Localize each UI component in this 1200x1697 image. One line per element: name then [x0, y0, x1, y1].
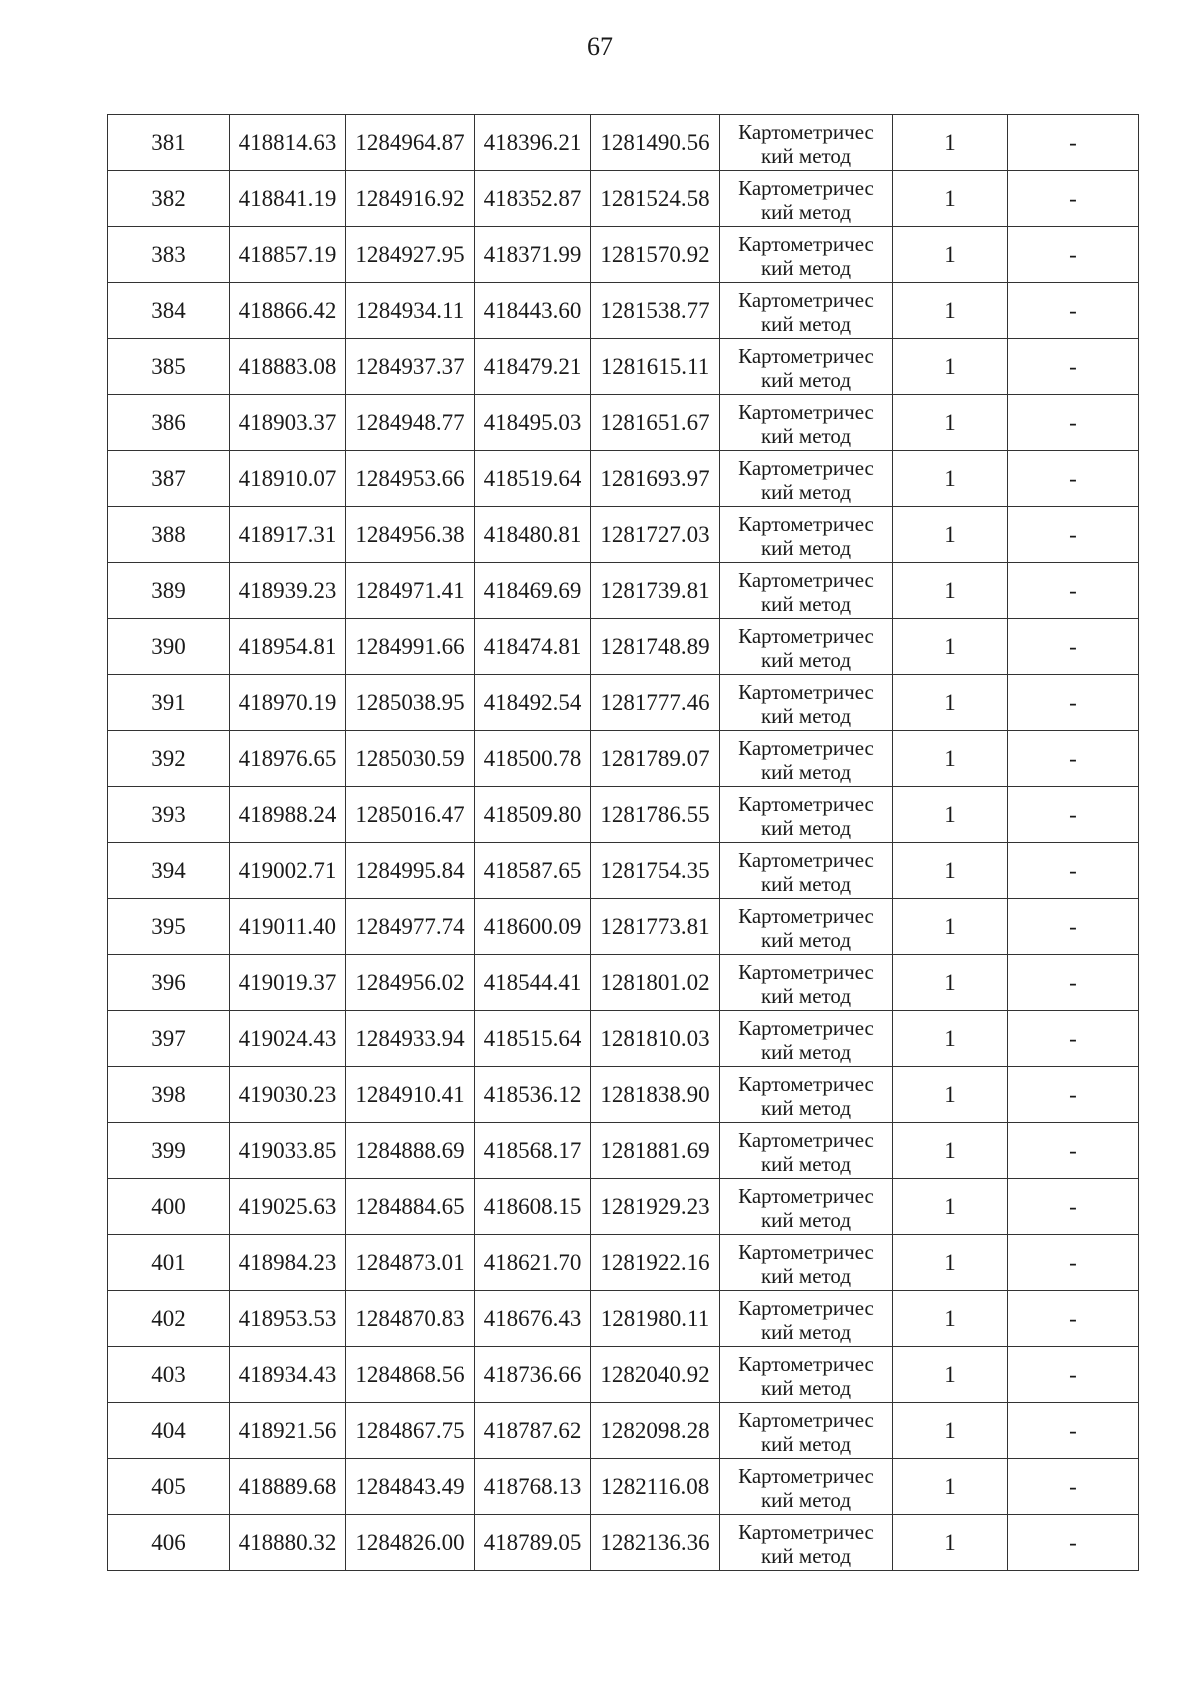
table-row: [108, 171, 1139, 227]
method-line-2: кий метод: [760, 1431, 852, 1456]
note-cell: -: [1008, 227, 1139, 283]
accuracy-cell: 1: [893, 843, 1008, 899]
method-line-1: Картометричес: [738, 119, 874, 144]
page-number: 67: [587, 32, 613, 61]
method-line-1: Картометричес: [738, 511, 874, 536]
note-cell: -: [1008, 283, 1139, 339]
y2-cell: 1281838.90: [591, 1067, 720, 1123]
method-cell: [720, 115, 893, 171]
y2-cell: 1281693.97: [591, 451, 720, 507]
method-line-2: кий метод: [760, 1375, 852, 1400]
method-cell: [720, 787, 893, 843]
method-line-1: Картометричес: [738, 567, 874, 592]
method-line-2: кий метод: [760, 703, 852, 728]
x2-cell: 418515.64: [475, 1011, 591, 1067]
method-line-1: Картометричес: [738, 1351, 874, 1376]
point-number-cell: 395: [108, 899, 230, 955]
method-cell: [720, 563, 893, 619]
point-number-cell: 386: [108, 395, 230, 451]
y2-cell: 1281980.11: [591, 1291, 720, 1347]
accuracy-cell: 1: [893, 451, 1008, 507]
x2-cell: 418621.70: [475, 1235, 591, 1291]
table-body: [108, 115, 1139, 1571]
y1-cell: 1284991.66: [346, 619, 475, 675]
y2-cell: 1281789.07: [591, 731, 720, 787]
y2-cell: 1281538.77: [591, 283, 720, 339]
y1-cell: 1284934.11: [346, 283, 475, 339]
method-line-1: Картометричес: [738, 1295, 874, 1320]
point-number-cell: 403: [108, 1347, 230, 1403]
method-line-1: Картометричес: [738, 1519, 874, 1544]
point-number-cell: 382: [108, 171, 230, 227]
table-row: [108, 955, 1139, 1011]
note-cell: -: [1008, 395, 1139, 451]
table-row: [108, 115, 1139, 171]
note-cell: -: [1008, 1179, 1139, 1235]
accuracy-cell: 1: [893, 115, 1008, 171]
accuracy-cell: 1: [893, 1515, 1008, 1571]
method-cell: [720, 619, 893, 675]
method-line-2: кий метод: [760, 759, 852, 784]
accuracy-cell: 1: [893, 1347, 1008, 1403]
x2-cell: 418787.62: [475, 1403, 591, 1459]
x2-cell: 418509.80: [475, 787, 591, 843]
y2-cell: 1281786.55: [591, 787, 720, 843]
x1-cell: 418917.31: [230, 507, 346, 563]
x2-cell: 418519.64: [475, 451, 591, 507]
y1-cell: 1284870.83: [346, 1291, 475, 1347]
x2-cell: 418736.66: [475, 1347, 591, 1403]
method-line-2: кий метод: [760, 1263, 852, 1288]
method-line-2: кий метод: [760, 983, 852, 1008]
method-cell: [720, 1347, 893, 1403]
x1-cell: 418988.24: [230, 787, 346, 843]
note-cell: -: [1008, 899, 1139, 955]
point-number-cell: 390: [108, 619, 230, 675]
method-line-2: кий метод: [760, 815, 852, 840]
note-cell: -: [1008, 675, 1139, 731]
method-line-2: кий метод: [760, 1095, 852, 1120]
method-line-1: Картометричес: [738, 287, 874, 312]
y2-cell: 1281748.89: [591, 619, 720, 675]
method-cell: [720, 451, 893, 507]
point-number-cell: 399: [108, 1123, 230, 1179]
method-cell: [720, 395, 893, 451]
method-cell: [720, 1291, 893, 1347]
point-number-cell: 392: [108, 731, 230, 787]
y2-cell: 1281881.69: [591, 1123, 720, 1179]
x1-cell: 418880.32: [230, 1515, 346, 1571]
point-number-cell: 396: [108, 955, 230, 1011]
method-cell: [720, 843, 893, 899]
y1-cell: 1284995.84: [346, 843, 475, 899]
method-cell: [720, 227, 893, 283]
point-number-cell: 400: [108, 1179, 230, 1235]
point-number-cell: 398: [108, 1067, 230, 1123]
y1-cell: 1284867.75: [346, 1403, 475, 1459]
y2-cell: 1282116.08: [591, 1459, 720, 1515]
method-line-2: кий метод: [760, 143, 852, 168]
x1-cell: 418814.63: [230, 115, 346, 171]
y2-cell: 1281773.81: [591, 899, 720, 955]
x1-cell: 419025.63: [230, 1179, 346, 1235]
x2-cell: 418474.81: [475, 619, 591, 675]
note-cell: -: [1008, 1123, 1139, 1179]
method-line-2: кий метод: [760, 591, 852, 616]
y1-cell: 1284916.92: [346, 171, 475, 227]
accuracy-cell: 1: [893, 731, 1008, 787]
note-cell: -: [1008, 1235, 1139, 1291]
method-cell: [720, 1179, 893, 1235]
x2-cell: 418492.54: [475, 675, 591, 731]
table-row: [108, 1291, 1139, 1347]
x2-cell: 418544.41: [475, 955, 591, 1011]
table-row: [108, 619, 1139, 675]
y2-cell: 1281810.03: [591, 1011, 720, 1067]
method-line-2: кий метод: [760, 871, 852, 896]
y1-cell: 1284826.00: [346, 1515, 475, 1571]
point-number-cell: 384: [108, 283, 230, 339]
x1-cell: 418939.23: [230, 563, 346, 619]
accuracy-cell: 1: [893, 899, 1008, 955]
accuracy-cell: 1: [893, 1179, 1008, 1235]
y1-cell: 1285016.47: [346, 787, 475, 843]
accuracy-cell: 1: [893, 1011, 1008, 1067]
x1-cell: 418903.37: [230, 395, 346, 451]
x2-cell: 418396.21: [475, 115, 591, 171]
method-line-1: Картометричес: [738, 1183, 874, 1208]
method-line-2: кий метод: [760, 1151, 852, 1176]
table-row: [108, 731, 1139, 787]
x1-cell: 419030.23: [230, 1067, 346, 1123]
method-line-1: Картометричес: [738, 735, 874, 760]
method-line-2: кий метод: [760, 1319, 852, 1344]
point-number-cell: 405: [108, 1459, 230, 1515]
table-row: [108, 563, 1139, 619]
x1-cell: 418934.43: [230, 1347, 346, 1403]
y1-cell: 1285038.95: [346, 675, 475, 731]
method-line-2: кий метод: [760, 647, 852, 672]
method-line-1: Картометричес: [738, 623, 874, 648]
coordinates-table: [107, 114, 1139, 1571]
y1-cell: 1284953.66: [346, 451, 475, 507]
method-cell: [720, 171, 893, 227]
method-line-2: кий метод: [760, 423, 852, 448]
x1-cell: 418953.53: [230, 1291, 346, 1347]
method-cell: [720, 899, 893, 955]
x1-cell: 418883.08: [230, 339, 346, 395]
note-cell: -: [1008, 1347, 1139, 1403]
method-line-1: Картометричес: [738, 791, 874, 816]
point-number-cell: 383: [108, 227, 230, 283]
accuracy-cell: 1: [893, 787, 1008, 843]
table-row: [108, 395, 1139, 451]
point-number-cell: 397: [108, 1011, 230, 1067]
method-cell: [720, 1235, 893, 1291]
point-number-cell: 394: [108, 843, 230, 899]
accuracy-cell: 1: [893, 563, 1008, 619]
accuracy-cell: 1: [893, 675, 1008, 731]
x2-cell: 418536.12: [475, 1067, 591, 1123]
y2-cell: 1281929.23: [591, 1179, 720, 1235]
table-row: [108, 1515, 1139, 1571]
method-cell: [720, 339, 893, 395]
x2-cell: 418443.60: [475, 283, 591, 339]
x1-cell: 419033.85: [230, 1123, 346, 1179]
x2-cell: 418768.13: [475, 1459, 591, 1515]
y2-cell: 1282040.92: [591, 1347, 720, 1403]
method-line-2: кий метод: [760, 199, 852, 224]
x2-cell: 418371.99: [475, 227, 591, 283]
method-line-1: Картометричес: [738, 399, 874, 424]
x1-cell: 419002.71: [230, 843, 346, 899]
y2-cell: 1281777.46: [591, 675, 720, 731]
x1-cell: 418954.81: [230, 619, 346, 675]
method-line-2: кий метод: [760, 1543, 852, 1568]
x2-cell: 418587.65: [475, 843, 591, 899]
x2-cell: 418789.05: [475, 1515, 591, 1571]
method-line-2: кий метод: [760, 255, 852, 280]
x1-cell: 418970.19: [230, 675, 346, 731]
y2-cell: 1281651.67: [591, 395, 720, 451]
table-row: [108, 339, 1139, 395]
y1-cell: 1285030.59: [346, 731, 475, 787]
note-cell: -: [1008, 955, 1139, 1011]
point-number-cell: 393: [108, 787, 230, 843]
accuracy-cell: 1: [893, 1235, 1008, 1291]
x2-cell: 418568.17: [475, 1123, 591, 1179]
y1-cell: 1284843.49: [346, 1459, 475, 1515]
y1-cell: 1284964.87: [346, 115, 475, 171]
x2-cell: 418352.87: [475, 171, 591, 227]
method-line-2: кий метод: [760, 1207, 852, 1232]
method-cell: [720, 1123, 893, 1179]
y1-cell: 1284977.74: [346, 899, 475, 955]
accuracy-cell: 1: [893, 507, 1008, 563]
table-row: [108, 227, 1139, 283]
x1-cell: 418889.68: [230, 1459, 346, 1515]
y1-cell: 1284971.41: [346, 563, 475, 619]
method-cell: [720, 1067, 893, 1123]
table-row: [108, 1011, 1139, 1067]
note-cell: -: [1008, 507, 1139, 563]
y1-cell: 1284948.77: [346, 395, 475, 451]
table-row: [108, 1067, 1139, 1123]
method-line-2: кий метод: [760, 535, 852, 560]
y1-cell: 1284884.65: [346, 1179, 475, 1235]
table-row: [108, 787, 1139, 843]
x1-cell: 419024.43: [230, 1011, 346, 1067]
point-number-cell: 401: [108, 1235, 230, 1291]
note-cell: -: [1008, 619, 1139, 675]
x1-cell: 419019.37: [230, 955, 346, 1011]
method-line-1: Картометричес: [738, 847, 874, 872]
note-cell: -: [1008, 731, 1139, 787]
x2-cell: 418479.21: [475, 339, 591, 395]
point-number-cell: 388: [108, 507, 230, 563]
accuracy-cell: 1: [893, 1123, 1008, 1179]
x1-cell: 418841.19: [230, 171, 346, 227]
table-row: [108, 451, 1139, 507]
point-number-cell: 402: [108, 1291, 230, 1347]
method-cell: [720, 1459, 893, 1515]
note-cell: -: [1008, 563, 1139, 619]
accuracy-cell: 1: [893, 955, 1008, 1011]
y2-cell: 1281801.02: [591, 955, 720, 1011]
y1-cell: 1284873.01: [346, 1235, 475, 1291]
y1-cell: 1284910.41: [346, 1067, 475, 1123]
table-row: [108, 899, 1139, 955]
method-line-2: кий метод: [760, 367, 852, 392]
x2-cell: 418469.69: [475, 563, 591, 619]
method-line-1: Картометричес: [738, 1071, 874, 1096]
note-cell: -: [1008, 451, 1139, 507]
method-line-2: кий метод: [760, 927, 852, 952]
table-row: [108, 1235, 1139, 1291]
y1-cell: 1284956.38: [346, 507, 475, 563]
method-line-1: Картометричес: [738, 1239, 874, 1264]
x2-cell: 418480.81: [475, 507, 591, 563]
note-cell: -: [1008, 1067, 1139, 1123]
note-cell: -: [1008, 1291, 1139, 1347]
method-line-1: Картометричес: [738, 903, 874, 928]
table-row: [108, 507, 1139, 563]
y1-cell: 1284927.95: [346, 227, 475, 283]
y2-cell: 1282098.28: [591, 1403, 720, 1459]
method-line-2: кий метод: [760, 1487, 852, 1512]
table-row: [108, 1347, 1139, 1403]
method-cell: [720, 675, 893, 731]
method-cell: [720, 1011, 893, 1067]
x2-cell: 418495.03: [475, 395, 591, 451]
accuracy-cell: 1: [893, 619, 1008, 675]
note-cell: -: [1008, 115, 1139, 171]
accuracy-cell: 1: [893, 283, 1008, 339]
y2-cell: 1282136.36: [591, 1515, 720, 1571]
method-line-2: кий метод: [760, 1039, 852, 1064]
point-number-cell: 381: [108, 115, 230, 171]
note-cell: -: [1008, 1515, 1139, 1571]
method-cell: [720, 1403, 893, 1459]
note-cell: -: [1008, 171, 1139, 227]
method-cell: [720, 955, 893, 1011]
x2-cell: 418608.15: [475, 1179, 591, 1235]
note-cell: -: [1008, 339, 1139, 395]
method-line-1: Картометричес: [738, 1463, 874, 1488]
x1-cell: 418976.65: [230, 731, 346, 787]
y1-cell: 1284868.56: [346, 1347, 475, 1403]
table-row: [108, 675, 1139, 731]
y1-cell: 1284956.02: [346, 955, 475, 1011]
table-row: [108, 1123, 1139, 1179]
point-number-cell: 385: [108, 339, 230, 395]
note-cell: -: [1008, 787, 1139, 843]
method-line-1: Картометричес: [738, 679, 874, 704]
y2-cell: 1281922.16: [591, 1235, 720, 1291]
x1-cell: 418866.42: [230, 283, 346, 339]
x2-cell: 418676.43: [475, 1291, 591, 1347]
accuracy-cell: 1: [893, 395, 1008, 451]
point-number-cell: 391: [108, 675, 230, 731]
y2-cell: 1281727.03: [591, 507, 720, 563]
note-cell: -: [1008, 1459, 1139, 1515]
y2-cell: 1281490.56: [591, 115, 720, 171]
note-cell: -: [1008, 1403, 1139, 1459]
note-cell: -: [1008, 843, 1139, 899]
y2-cell: 1281570.92: [591, 227, 720, 283]
note-cell: -: [1008, 1011, 1139, 1067]
table-row: [108, 1179, 1139, 1235]
accuracy-cell: 1: [893, 227, 1008, 283]
point-number-cell: 404: [108, 1403, 230, 1459]
method-cell: [720, 507, 893, 563]
method-line-1: Картометричес: [738, 1015, 874, 1040]
method-line-1: Картометричес: [738, 1407, 874, 1432]
x1-cell: 419011.40: [230, 899, 346, 955]
method-line-1: Картометричес: [738, 1127, 874, 1152]
point-number-cell: 387: [108, 451, 230, 507]
method-line-2: кий метод: [760, 311, 852, 336]
x1-cell: 418857.19: [230, 227, 346, 283]
method-line-1: Картометричес: [738, 959, 874, 984]
method-line-1: Картометричес: [738, 343, 874, 368]
accuracy-cell: 1: [893, 171, 1008, 227]
x1-cell: 418984.23: [230, 1235, 346, 1291]
method-cell: [720, 1515, 893, 1571]
y2-cell: 1281739.81: [591, 563, 720, 619]
method-line-1: Картометричес: [738, 175, 874, 200]
x2-cell: 418600.09: [475, 899, 591, 955]
table-row: [108, 843, 1139, 899]
y1-cell: 1284933.94: [346, 1011, 475, 1067]
table-row: [108, 1403, 1139, 1459]
accuracy-cell: 1: [893, 1291, 1008, 1347]
accuracy-cell: 1: [893, 1067, 1008, 1123]
method-cell: [720, 283, 893, 339]
y2-cell: 1281615.11: [591, 339, 720, 395]
y1-cell: 1284937.37: [346, 339, 475, 395]
y2-cell: 1281754.35: [591, 843, 720, 899]
method-line-2: кий метод: [760, 479, 852, 504]
point-number-cell: 389: [108, 563, 230, 619]
x1-cell: 418921.56: [230, 1403, 346, 1459]
point-number-cell: 406: [108, 1515, 230, 1571]
accuracy-cell: 1: [893, 339, 1008, 395]
y2-cell: 1281524.58: [591, 171, 720, 227]
accuracy-cell: 1: [893, 1403, 1008, 1459]
method-line-1: Картометричес: [738, 231, 874, 256]
method-line-1: Картометричес: [738, 455, 874, 480]
y1-cell: 1284888.69: [346, 1123, 475, 1179]
x1-cell: 418910.07: [230, 451, 346, 507]
x2-cell: 418500.78: [475, 731, 591, 787]
method-cell: [720, 731, 893, 787]
table-row: [108, 1459, 1139, 1515]
table-row: [108, 283, 1139, 339]
accuracy-cell: 1: [893, 1459, 1008, 1515]
